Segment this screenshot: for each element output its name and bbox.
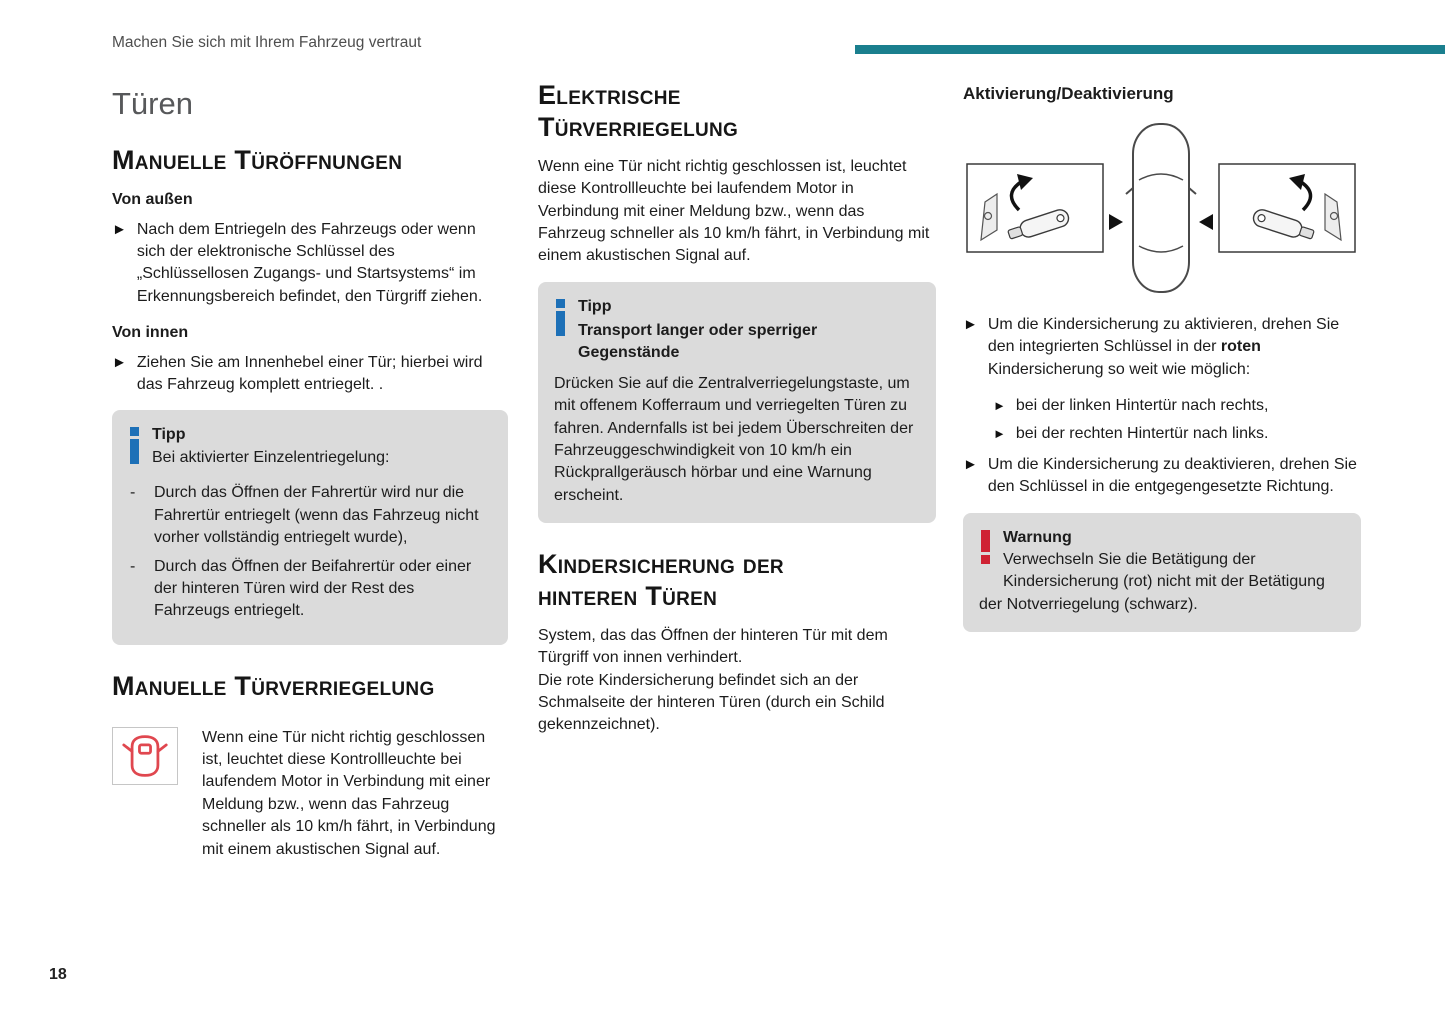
subheading-inside: Von innen xyxy=(112,324,189,342)
bullet-outside-text: Nach dem Entriegeln des Fahrzeugs oder wenn sich der elektronische Schlüssel des „Schlüssellosen Zugangs- und Startsystems“ im Erkennungsbereich befindet, den Türgriff ziehen. xyxy=(136,220,483,305)
right-door-diagram xyxy=(1219,164,1355,252)
info-icon xyxy=(556,299,565,336)
activate-text-pre: Um die Kindersicherung zu aktivieren, drehen Sie den integrierten Schlüssel in der xyxy=(987,315,1340,356)
column-right xyxy=(963,80,1361,658)
bullet-deactivate xyxy=(963,454,1361,499)
sub-bullet-right-door xyxy=(993,423,1361,445)
tip-body: Drücken Sie auf die Zentralverriegelungstaste, um mit offenem Kofferraum und verriegelten Türen zu fahren. Andernfalls ist bei jedem Überschreiten der Fahrzeuggeschwindigkeit von 10 km/h ein Rückprallgeräusch hörbar und eine Warnung erscheint. xyxy=(554,374,914,504)
activate-text-bold: roten xyxy=(1220,338,1261,356)
list-item xyxy=(128,482,492,549)
tip-subtitle: Transport langer oder sperriger Gegenstände xyxy=(578,322,818,362)
bullet-activate-text xyxy=(988,314,1361,381)
bullet-arrow-icon: ► xyxy=(963,455,978,473)
heading-electric-locking: Elektrische Türverriegelung xyxy=(538,80,739,142)
heading-manual-opening: Manuelle Türöffnungen xyxy=(112,145,403,176)
tip-box-transport xyxy=(538,282,936,524)
page-title: Türen xyxy=(112,86,193,121)
subheading-outside: Von außen xyxy=(112,191,193,209)
info-icon xyxy=(130,427,139,464)
triangle-left-icon xyxy=(1199,214,1213,230)
dash-marker: - xyxy=(130,484,136,502)
manual-locking-body: Wenn eine Tür nicht richtig geschlossen ist, leuchtet diese Kontrollleuchte bei laufendem Motor in Verbindung mit einer Meldung bzw., wenn das Fahrzeug schneller als 10 km/h fährt, in Verbindung mit einem akustischen Signal auf. xyxy=(202,728,496,858)
tip-intro: Bei aktivierter Einzelentriegelung: xyxy=(152,448,390,466)
tip-label: Tipp xyxy=(578,297,612,315)
left-door-diagram xyxy=(967,164,1103,252)
bullet-arrow-icon: ► xyxy=(963,315,978,333)
car-top-view xyxy=(1126,124,1196,292)
child-lock-body-2: Die rote Kindersicherung befindet sich an der Schmalseite der hinteren Türen (durch ein Schild gekennzeichnet). xyxy=(538,671,885,734)
warning-icon xyxy=(981,530,990,564)
bullet-arrow-icon: ► xyxy=(112,353,127,371)
bullet-arrow-icon: ► xyxy=(993,426,1006,442)
list-item-text: Durch das Öffnen der Beifahrertür oder einer der hinteren Türen wird der Rest des Fahrzeugs entriegelt. xyxy=(154,557,472,620)
sub-bullet-text: bei der rechten Hintertür nach links. xyxy=(1015,425,1269,443)
warning-body: Verwechseln Sie die Betätigung der Kindersicherung (rot) nicht mit der Betätigung der Notverriegelung (schwarz). xyxy=(979,550,1325,613)
electric-locking-body: Wenn eine Tür nicht richtig geschlossen ist, leuchtet diese Kontrollleuchte bei laufendem Motor in Verbindung mit einer Meldung bzw., wenn das Fahrzeug schneller als 10 km/h fährt, in Verbindung mit einem akustischen Signal auf. xyxy=(538,157,930,265)
sub-bullet-list xyxy=(993,395,1361,446)
warning-box xyxy=(963,513,1361,633)
triangle-right-icon xyxy=(1109,214,1123,230)
column-middle xyxy=(538,80,936,737)
heading-activation: Aktivierung/Deaktivierung xyxy=(963,84,1174,103)
page-number: 18 xyxy=(49,966,67,983)
running-header: Machen Sie sich mit Ihrem Fahrzeug vertraut xyxy=(112,34,422,51)
accent-bar xyxy=(855,45,1445,54)
door-open-telltale-box xyxy=(112,727,178,785)
bullet-activate xyxy=(963,314,1361,381)
tip-list xyxy=(128,472,492,622)
child-lock-body-1: System, das das Öffnen der hinteren Tür mit dem Türgriff von innen verhindert. xyxy=(538,626,888,667)
sub-bullet-text: bei der linken Hintertür nach rechts, xyxy=(1015,396,1269,414)
heading-child-lock: Kindersicherung der hinteren Türen xyxy=(538,549,784,612)
tip-box-single-unlock xyxy=(112,410,508,644)
column-left xyxy=(112,80,508,861)
dash-marker: - xyxy=(130,557,136,575)
list-item xyxy=(128,556,492,623)
bullet-inside-text: Ziehen Sie am Innenhebel einer Tür; hierbei wird das Fahrzeug komplett entriegelt. . xyxy=(136,353,483,393)
bullet-inside xyxy=(112,352,508,397)
bullet-deactivate-text: Um die Kindersicherung zu deaktivieren, drehen Sie den Schlüssel in die entgegengesetzte Richtung. xyxy=(987,455,1357,496)
list-item-text: Durch das Öffnen der Fahrertür wird nur die Fahrertür entriegelt (wenn das Fahrzeug nicht vorher vollständig entriegelt wurde), xyxy=(154,484,479,547)
warning-label: Warnung xyxy=(1003,528,1072,546)
activate-text-post: Kindersicherung so weit wie möglich: xyxy=(987,360,1251,378)
sub-bullet-left-door xyxy=(993,395,1361,417)
child-lock-illustration xyxy=(963,118,1359,298)
tip-label: Tipp xyxy=(152,426,186,444)
door-open-warning-icon xyxy=(119,732,171,780)
telltale-row xyxy=(112,727,508,861)
bullet-arrow-icon: ► xyxy=(993,397,1006,413)
bullet-outside xyxy=(112,219,508,309)
bullet-arrow-icon: ► xyxy=(112,220,127,238)
heading-manual-locking: Manuelle Türverriegelung xyxy=(112,670,435,701)
